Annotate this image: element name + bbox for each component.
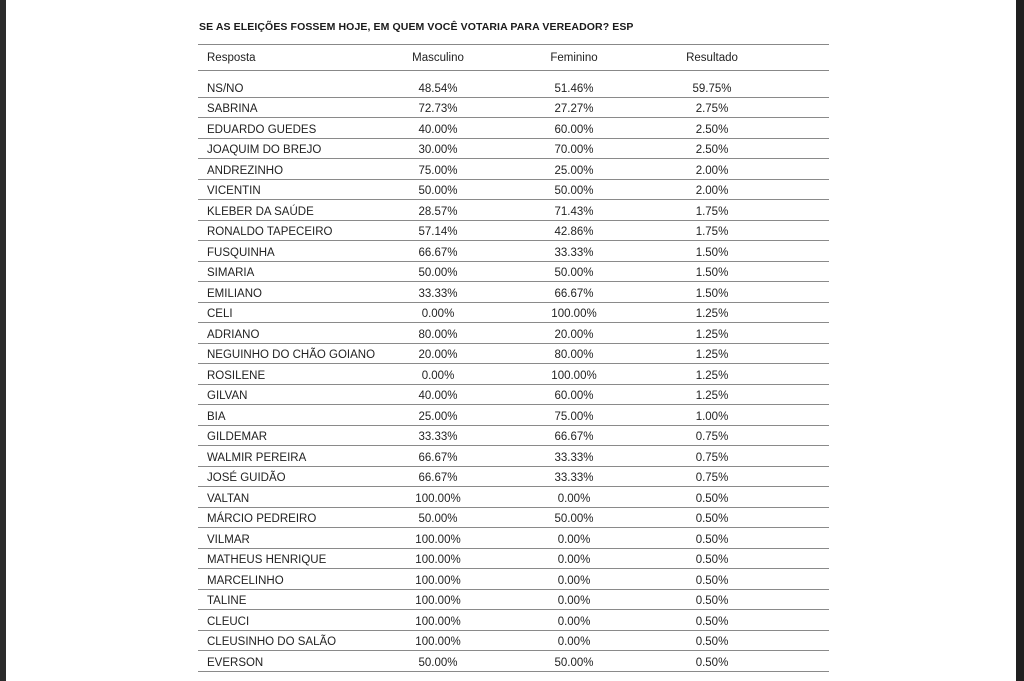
cell-resultado: 0.50% — [695, 636, 729, 648]
table-row — [198, 467, 829, 488]
cell-masculino: 100.00% — [415, 615, 461, 628]
cell-resposta: CELI — [207, 308, 233, 320]
table-row — [198, 446, 829, 467]
table-row — [198, 549, 829, 570]
cell-resposta: WALMIR PEREIRA — [207, 451, 307, 464]
cell-feminino: 27.27% — [554, 103, 594, 115]
cell-resultado: 1.25% — [695, 369, 729, 382]
cell-resposta: GILDEMAR — [207, 431, 268, 443]
table-row — [198, 159, 829, 180]
cell-resposta: ANDREZINHO — [207, 164, 284, 177]
table-row — [198, 426, 829, 447]
cell-resultado: 1.25% — [695, 349, 729, 361]
cell-resposta: VALTAN — [207, 492, 250, 505]
cell-feminino: 0.00% — [557, 554, 591, 566]
cell-resultado: 1.75% — [695, 226, 729, 238]
cell-resultado: 2.75% — [695, 103, 729, 115]
cell-feminino: 75.00% — [554, 410, 594, 423]
cell-resultado: 1.50% — [695, 246, 729, 259]
table-row — [198, 200, 829, 221]
cell-resposta: CLEUSINHO DO SALÃO — [207, 636, 337, 648]
cell-resultado: 1.25% — [695, 308, 729, 320]
table-title: SE AS ELEIÇÕES FOSSEM HOJE, EM QUEM VOCÊ VOTARIA PARA VEREADOR? ESP — [199, 21, 634, 33]
cell-resposta: KLEBER DA SAÚDE — [207, 205, 314, 218]
cell-resposta: MATHEUS HENRIQUE — [207, 554, 327, 566]
cell-feminino: 33.33% — [554, 451, 594, 464]
cell-resposta: VICENTIN — [207, 185, 261, 197]
cell-feminino: 0.00% — [557, 595, 591, 607]
cell-masculino: 100.00% — [415, 595, 461, 607]
cell-resposta: EMILIANO — [207, 287, 262, 300]
cell-resultado: 1.50% — [695, 287, 729, 300]
cell-feminino: 50.00% — [554, 267, 594, 279]
cell-feminino: 50.00% — [554, 513, 594, 525]
cell-resposta: MARCELINHO — [207, 574, 284, 587]
cell-feminino: 0.00% — [557, 533, 591, 546]
cell-masculino: 28.57% — [418, 205, 458, 218]
cell-masculino: 100.00% — [415, 533, 461, 546]
cell-masculino: 66.67% — [418, 472, 458, 484]
cell-resposta: SABRINA — [207, 103, 258, 115]
table-row — [198, 528, 829, 549]
header-masculino: Masculino — [412, 51, 464, 64]
cell-masculino: 30.00% — [418, 144, 458, 156]
cell-masculino: 48.54% — [418, 82, 458, 95]
cell-masculino: 40.00% — [418, 390, 458, 402]
cell-resposta: VILMAR — [207, 533, 250, 546]
cell-feminino: 0.00% — [557, 492, 591, 505]
cell-masculino: 40.00% — [418, 123, 458, 136]
cell-masculino: 100.00% — [415, 554, 461, 566]
cell-feminino: 50.00% — [554, 656, 594, 669]
cell-masculino: 100.00% — [415, 492, 461, 505]
table-row — [198, 590, 829, 611]
cell-resultado: 2.50% — [695, 123, 729, 136]
results-table — [198, 44, 829, 672]
cell-masculino: 72.73% — [418, 103, 458, 115]
cell-feminino: 0.00% — [557, 615, 591, 628]
table-row — [198, 651, 829, 672]
cell-feminino: 33.33% — [554, 472, 594, 484]
cell-masculino: 80.00% — [418, 328, 458, 341]
cell-feminino: 0.00% — [557, 636, 591, 648]
cell-resposta: RONALDO TAPECEIRO — [207, 226, 333, 238]
header-resposta: Resposta — [207, 51, 256, 64]
cell-feminino: 20.00% — [554, 328, 594, 341]
cell-masculino: 50.00% — [418, 185, 458, 197]
cell-resultado: 0.75% — [695, 472, 729, 484]
page-edge-shadow — [1016, 0, 1024, 681]
header-feminino: Feminino — [550, 51, 598, 64]
cell-resultado: 0.50% — [695, 554, 729, 566]
table-row — [198, 487, 829, 508]
table-row — [198, 323, 829, 344]
cell-resposta: ADRIANO — [207, 328, 260, 341]
cell-feminino: 100.00% — [551, 308, 597, 320]
cell-masculino: 100.00% — [415, 574, 461, 587]
cell-masculino: 50.00% — [418, 267, 458, 279]
cell-feminino: 71.43% — [554, 205, 594, 218]
cell-feminino: 60.00% — [554, 123, 594, 136]
cell-resposta: MÁRCIO PEDREIRO — [207, 513, 317, 525]
table-row — [198, 221, 829, 242]
cell-resposta: JOAQUIM DO BREJO — [207, 144, 322, 156]
cell-masculino: 0.00% — [421, 308, 455, 320]
cell-masculino: 50.00% — [418, 513, 458, 525]
table-row — [198, 508, 829, 529]
table-row — [198, 77, 829, 98]
table-header-row — [198, 44, 829, 71]
cell-feminino: 60.00% — [554, 390, 594, 402]
cell-masculino: 66.67% — [418, 246, 458, 259]
table-row — [198, 303, 829, 324]
cell-masculino: 33.33% — [418, 431, 458, 443]
cell-feminino: 100.00% — [551, 369, 597, 382]
cell-resultado: 1.25% — [695, 390, 729, 402]
cell-feminino: 70.00% — [554, 144, 594, 156]
header-resultado: Resultado — [686, 51, 738, 64]
cell-resultado: 2.00% — [695, 185, 729, 197]
table-row — [198, 262, 829, 283]
cell-resposta: CLEUCI — [207, 615, 250, 628]
cell-resultado: 0.50% — [695, 513, 729, 525]
cell-resposta: BIA — [207, 410, 226, 423]
cell-resultado: 2.00% — [695, 164, 729, 177]
cell-feminino: 66.67% — [554, 431, 594, 443]
cell-masculino: 25.00% — [418, 410, 458, 423]
table-row — [198, 282, 829, 303]
cell-masculino: 66.67% — [418, 451, 458, 464]
cell-masculino: 20.00% — [418, 349, 458, 361]
cell-resposta: JOSÉ GUIDÃO — [207, 472, 286, 484]
table-row — [198, 364, 829, 385]
table-body — [198, 77, 829, 672]
table-row — [198, 405, 829, 426]
cell-feminino: 0.00% — [557, 574, 591, 587]
cell-resultado: 1.50% — [695, 267, 729, 279]
cell-resultado: 0.50% — [695, 533, 729, 546]
table-row — [198, 180, 829, 201]
cell-resposta: EVERSON — [207, 656, 264, 669]
table-row — [198, 344, 829, 365]
cell-resposta: FUSQUINHA — [207, 246, 275, 259]
cell-resultado: 0.50% — [695, 574, 729, 587]
cell-resposta: GILVAN — [207, 390, 248, 402]
cell-resposta: ROSILENE — [207, 369, 266, 382]
cell-feminino: 66.67% — [554, 287, 594, 300]
cell-resultado: 59.75% — [692, 82, 732, 95]
cell-resposta: TALINE — [207, 595, 247, 607]
table-row — [198, 631, 829, 652]
cell-masculino: 50.00% — [418, 656, 458, 669]
cell-resposta: NS/NO — [207, 82, 244, 95]
cell-resposta: SIMARIA — [207, 267, 255, 279]
table-row — [198, 98, 829, 119]
cell-resultado: 0.50% — [695, 595, 729, 607]
cell-resultado: 1.75% — [695, 205, 729, 218]
cell-resultado: 1.25% — [695, 328, 729, 341]
table-row — [198, 569, 829, 590]
cell-feminino: 33.33% — [554, 246, 594, 259]
cell-masculino: 57.14% — [418, 226, 458, 238]
cell-resultado: 0.75% — [695, 451, 729, 464]
cell-resultado: 0.50% — [695, 656, 729, 669]
table-row — [198, 139, 829, 160]
table-row — [198, 241, 829, 262]
cell-resultado: 0.50% — [695, 492, 729, 505]
cell-resultado: 0.75% — [695, 431, 729, 443]
cell-resposta: NEGUINHO DO CHÃO GOIANO — [207, 349, 376, 361]
cell-resposta: EDUARDO GUEDES — [207, 123, 317, 136]
cell-feminino: 42.86% — [554, 226, 594, 238]
table-row — [198, 118, 829, 139]
cell-masculino: 75.00% — [418, 164, 458, 177]
cell-resultado: 2.50% — [695, 144, 729, 156]
cell-masculino: 33.33% — [418, 287, 458, 300]
table-row — [198, 385, 829, 406]
cell-feminino: 25.00% — [554, 164, 594, 177]
cell-masculino: 0.00% — [421, 369, 455, 382]
cell-resultado: 0.50% — [695, 615, 729, 628]
cell-resultado: 1.00% — [695, 410, 729, 423]
cell-feminino: 80.00% — [554, 349, 594, 361]
table-row — [198, 610, 829, 631]
cell-masculino: 100.00% — [415, 636, 461, 648]
cell-feminino: 51.46% — [554, 82, 594, 95]
cell-feminino: 50.00% — [554, 185, 594, 197]
